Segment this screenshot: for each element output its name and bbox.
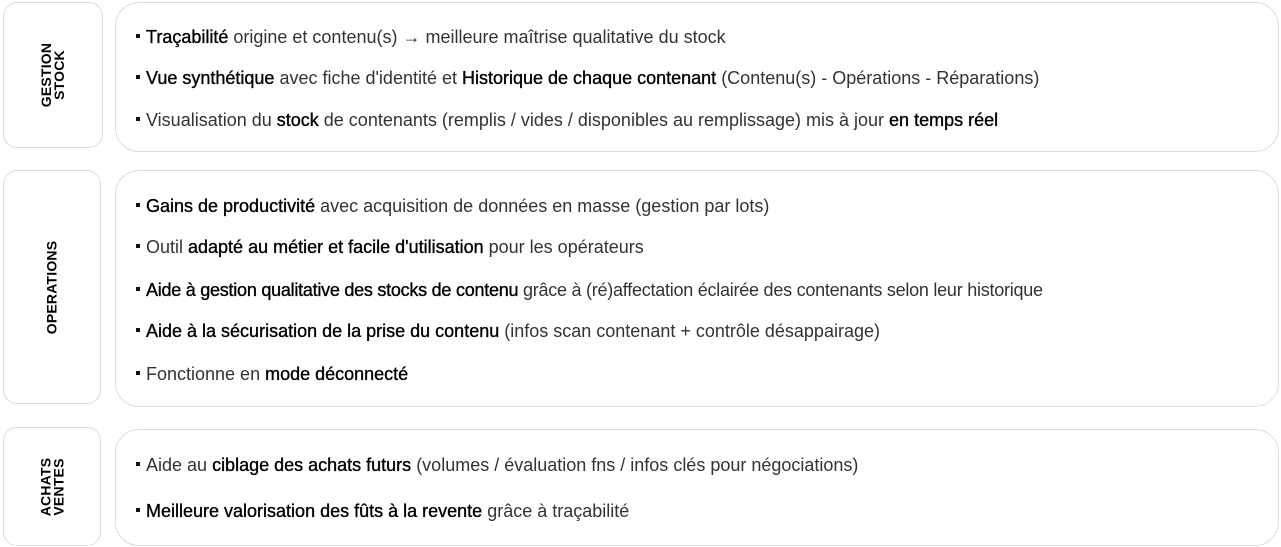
section-label-box-achats-ventes (3, 427, 101, 546)
bullet-icon (136, 287, 140, 291)
list-item: Aide au ciblage des achats futurs (volumes / évaluation fns / infos clés pour négociations) (136, 454, 858, 476)
list-item: Aide à la sécurisation de la prise du contenu (infos scan contenant + contrôle désappairage) (136, 320, 880, 342)
section-content-operations (115, 170, 1279, 407)
bullet-icon (136, 328, 140, 332)
bullet-icon (136, 117, 140, 121)
list-item: Visualisation du stock de contenants (remplis / vides / disponibles au remplissage) mis à jour en temps réel (136, 109, 998, 131)
list-item: Fonctionne en mode déconnecté (136, 363, 408, 385)
section-content-achats-ventes (115, 429, 1279, 546)
section-label-box-gestion-stock (3, 2, 103, 148)
section-content-gestion-stock (115, 2, 1279, 152)
list-item: Gains de productivité avec acquisition de données en masse (gestion par lots) (136, 195, 769, 217)
section-label-achats-ventes: ACHATS VENTES (37, 457, 66, 516)
bullet-icon (136, 244, 140, 248)
bullet-icon (136, 203, 140, 207)
list-item: Vue synthétique avec fiche d'identité et Historique de chaque contenant (Contenu(s) - Opérations - Réparations) (136, 67, 1039, 89)
bullet-icon (136, 462, 140, 466)
section-label-box-operations (3, 170, 101, 404)
bullet-icon (136, 371, 140, 375)
bullet-icon (136, 508, 140, 512)
bullet-icon (136, 75, 140, 79)
section-label-operations: OPERATIONS (43, 240, 60, 334)
list-item: Outil adapté au métier et facile d'utilisation pour les opérateurs (136, 236, 644, 258)
list-item: Traçabilité origine et contenu(s) → meilleure maîtrise qualitative du stock (136, 26, 726, 48)
list-item: Aide à gestion qualitative des stocks de contenu grâce à (ré)affectation éclairée des contenants selon leur historique (136, 279, 1043, 301)
section-label-gestion-stock: GESTION STOCK (37, 42, 67, 108)
bullet-icon (136, 34, 140, 38)
list-item: Meilleure valorisation des fûts à la revente grâce à traçabilité (136, 500, 629, 522)
